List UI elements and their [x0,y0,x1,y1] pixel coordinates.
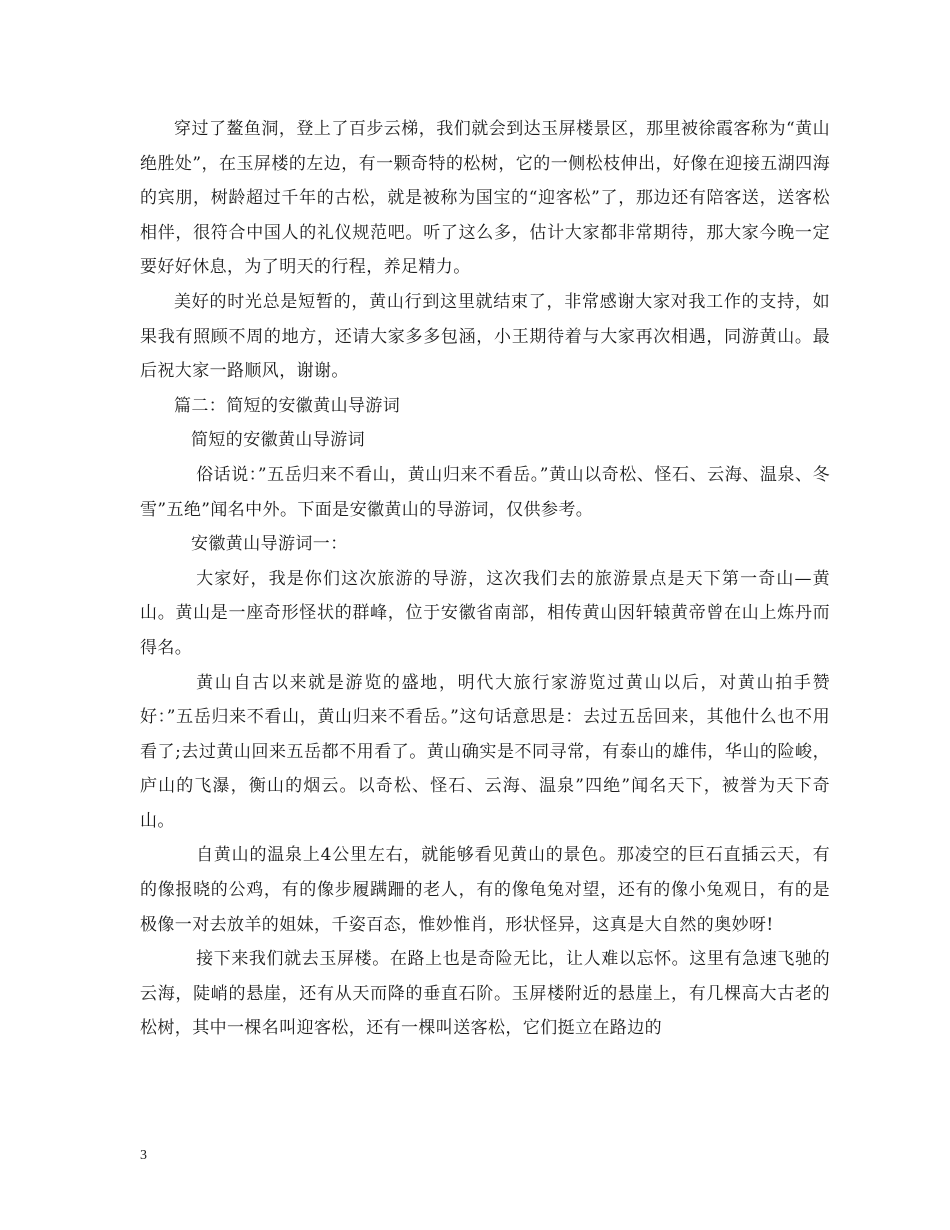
paragraph-greeting: 大家好，我是你们这次旅游的导游，这次我们去的旅游景点是天下第一奇山—黄山。黄山是一座奇形怪状的群峰，位于安徽省南部，相传黄山因轩辕黄帝曾在山上炼丹而得名。 [140,568,830,658]
article-subtitle: 简短的安徽黄山导游词 [191,430,365,451]
paragraph-intro: 俗话说：”五岳归来不看山，黄山归来不看岳。”黄山以奇松、怪石、云海、温泉、冬雪”五绝”闻名中外。下面是安徽黄山的导游词，仅供参考。 [140,464,830,520]
speech-title: 安徽黄山导游词一： [191,534,348,555]
document-body [140,112,830,1046]
paragraph-yuping-path: 接下来我们就去玉屏楼。在路上也是奇险无比，让人难以忘怀。这里有急速飞驰的云海，陡峭的悬崖，还有从天而降的垂直石阶。玉屏楼附近的悬崖上，有几棵高大古老的松树，其中一棵名叫迎客松，还有一棵叫送客松，它们挺立在路边的 [140,949,830,1039]
section-title: 篇二：简短的安徽黄山导游词 [174,395,401,416]
paragraph-farewell: 美好的时光总是短暂的，黄山行到这里就结束了，非常感谢大家对我工作的支持，如果我有照顾不周的地方，还请大家多多包涵，小王期待着与大家再次相遇，同游黄山。最后祝大家一路顺风，谢谢。 [140,291,830,382]
paragraph-hot-spring: 自黄山的温泉上4公里左右，就能够看见黄山的景色。那凌空的巨石直插云天，有的像报晓的公鸡，有的像步履蹒跚的老人，有的像龟兔对望，还有的像小兔观日，有的是极像一对去放羊的姐妹，千姿百态，惟妙惟肖，形状怪异，这真是大自然的奥妙呀! [140,845,830,935]
paragraph-yuping-tower: 穿过了鳌鱼洞，登上了百步云梯，我们就会到达玉屏楼景区，那里被徐霞客称为“黄山绝胜处”，在玉屏楼的左边，有一颗奇特的松树，它的一侧松枝伸出，好像在迎接五湖四海的宾朋，树龄超过千年的古松，就是被称为国宝的“迎客松”了，那边还有陪客送，送客松相伴，很符合中国人的礼仪规范吧。听了这么多，估计大家都非常期待，那大家今晚一定要好好休息，为了明天的行程，养足精力。 [140,119,830,278]
page-number: 3 [140,1148,147,1163]
paragraph-history: 黄山自古以来就是游览的盛地，明代大旅行家游览过黄山以后，对黄山拍手赞好：”五岳归来不看山，黄山归来不看岳。”这句话意思是：去过五岳回来，其他什么也不用看了;去过黄山回来五岳都不用看了。黄山确实是不同寻常，有泰山的雄伟，华山的险峻，庐山的飞瀑，衡山的烟云。以奇松、怪石、云海、温泉”四绝”闻名天下，被誉为天下奇山。 [140,672,830,831]
